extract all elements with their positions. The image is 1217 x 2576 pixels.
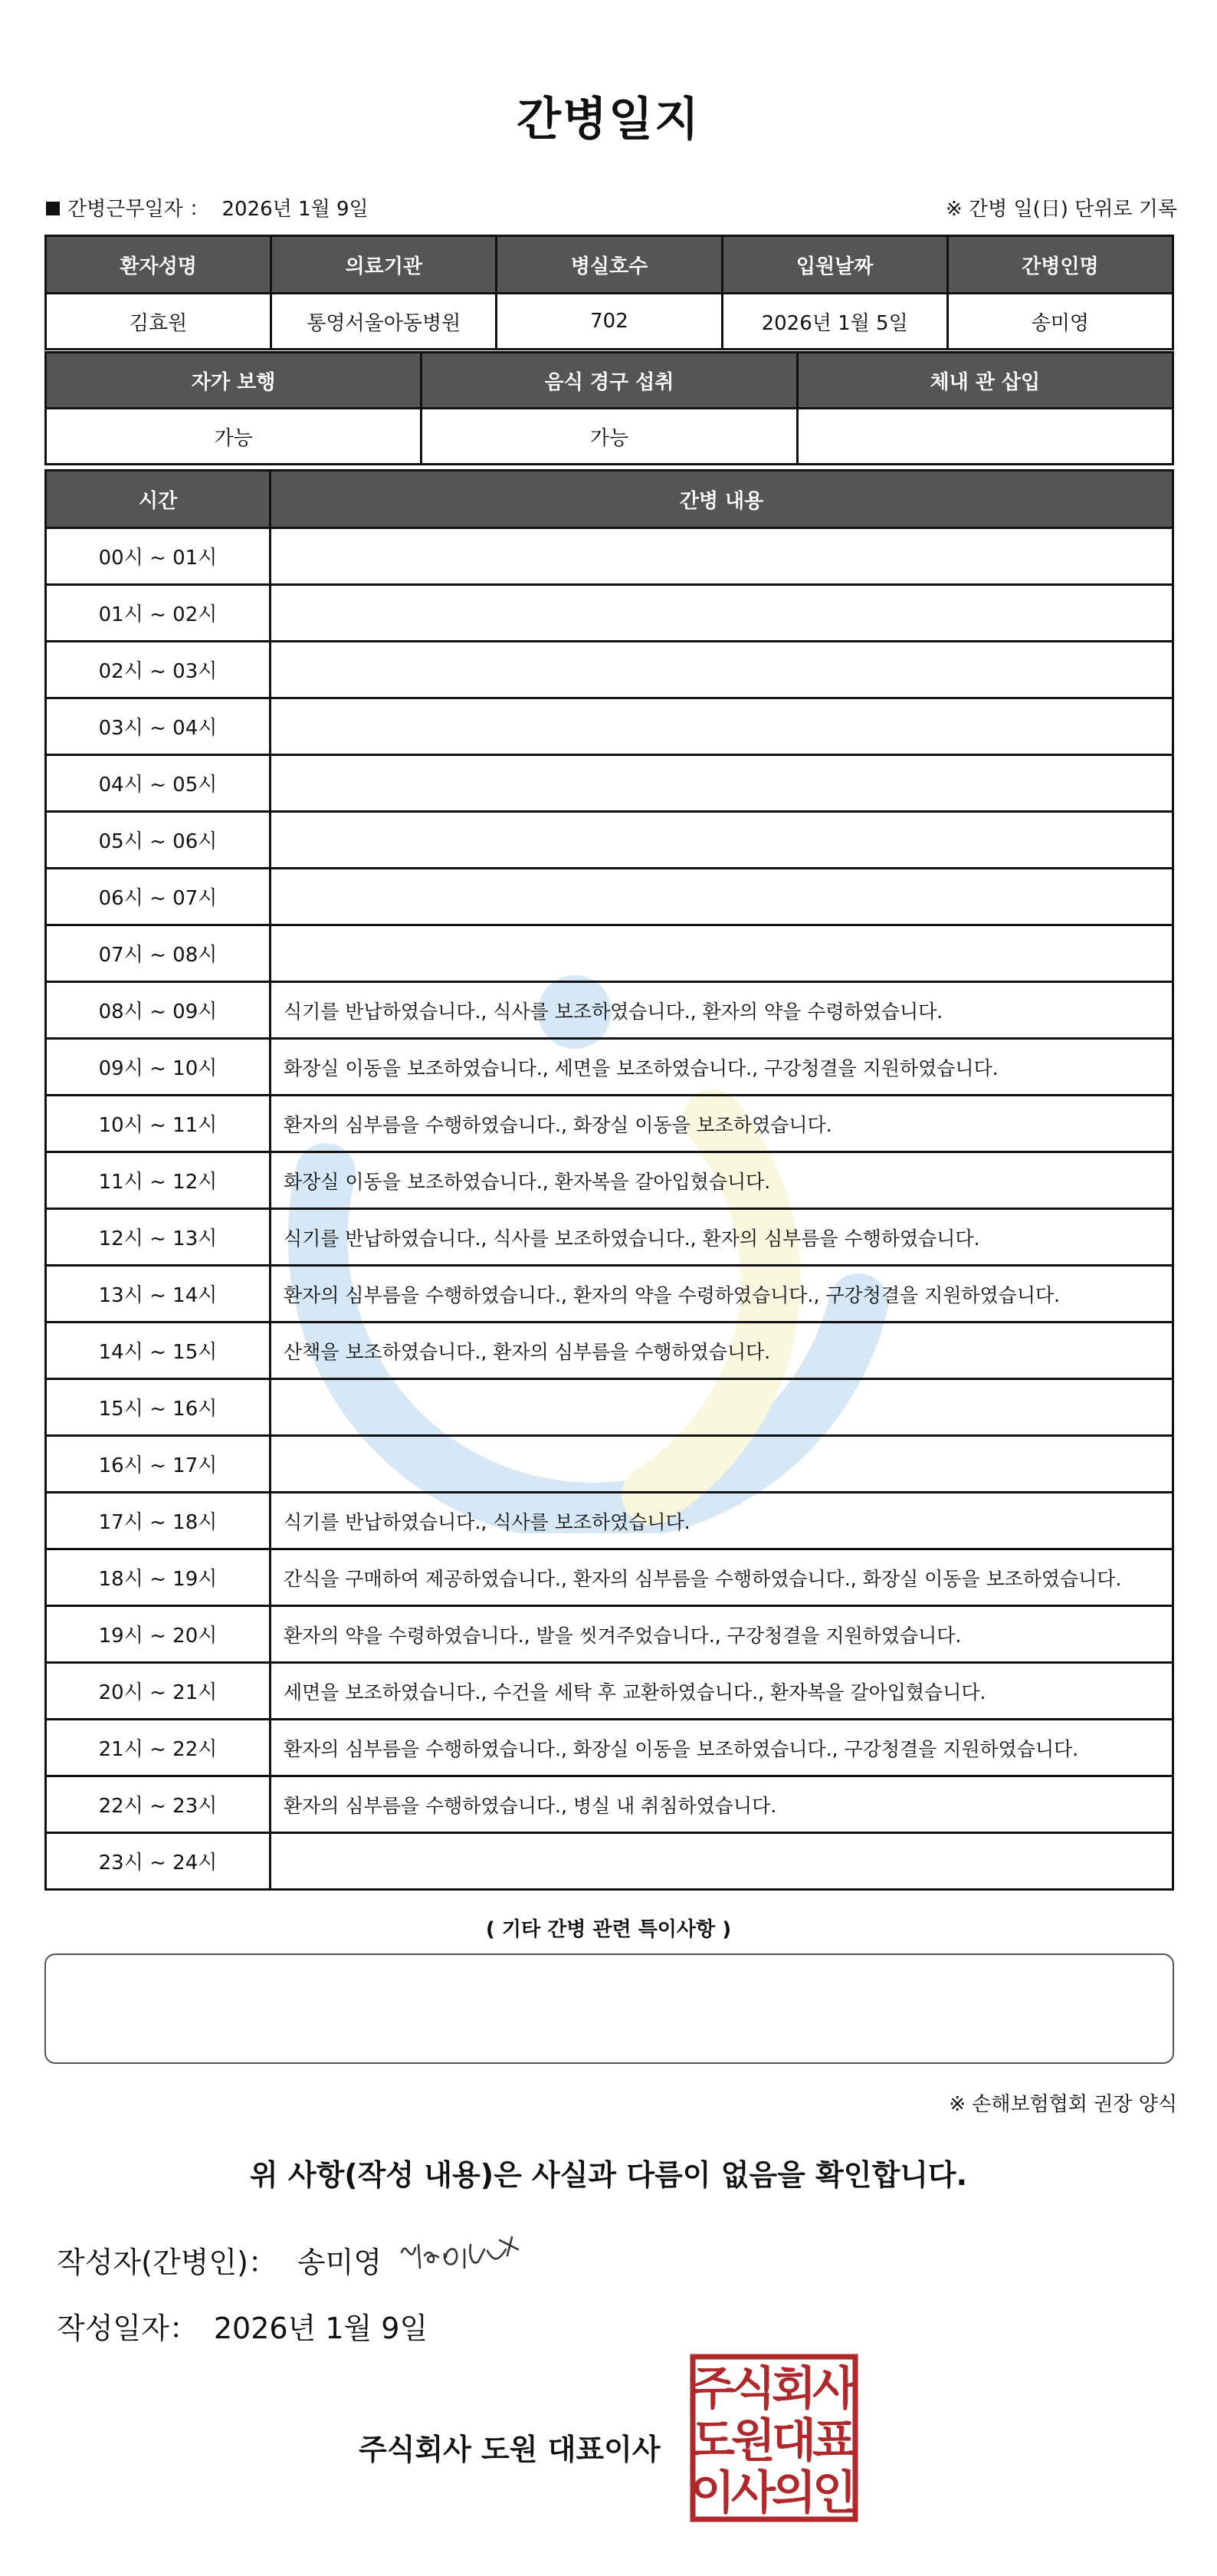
notes-title: ( 기타 간병 관련 특이사항 ) <box>485 1918 732 1941</box>
write-date-label: 작성일자： <box>57 2312 198 2345</box>
header-hospital: 의료기관 <box>271 236 497 294</box>
care-content: 세면을 보조하였습니다., 수건을 세탁 후 교환하였습니다., 환자복을 갈아입혔습니다. <box>271 1663 1173 1720</box>
seal-glyph: 이 <box>691 2466 735 2520</box>
table-row <box>46 294 1173 350</box>
seal-glyph: 의 <box>772 2466 816 2520</box>
care-content <box>271 528 1173 585</box>
care-content: 환자의 약을 수령하였습니다., 발을 씻겨주었습니다., 구강청결을 지원하였습니다. <box>271 1606 1173 1663</box>
care-content <box>271 585 1173 642</box>
time-slot: 10시 ~ 11시 <box>46 1096 271 1152</box>
seal-glyph: 인 <box>812 2466 857 2520</box>
care-content <box>271 755 1173 812</box>
care-content: 환자의 심부름을 수행하였습니다., 화장실 이동을 보조하였습니다., 구강청결을 지원하였습니다. <box>271 1720 1173 1776</box>
table-row <box>46 1663 1173 1720</box>
caregiver-name-value: 송미영 <box>947 294 1173 350</box>
time-slot: 17시 ~ 18시 <box>46 1493 271 1549</box>
time-slot: 04시 ~ 05시 <box>46 755 271 812</box>
care-content <box>271 1833 1173 1890</box>
time-slot: 03시 ~ 04시 <box>46 698 271 755</box>
patient-name-value: 김효원 <box>46 294 271 350</box>
table-row <box>46 642 1173 698</box>
seal-glyph: 도 <box>691 2414 735 2468</box>
time-slot: 13시 ~ 14시 <box>46 1266 271 1322</box>
header-self-walking: 자가 보행 <box>46 353 422 409</box>
time-slot: 01시 ~ 02시 <box>46 585 271 642</box>
table-row <box>46 409 1173 465</box>
table-row <box>46 925 1173 982</box>
care-content: 산책을 보조하였습니다., 환자의 심부름을 수행하였습니다. <box>271 1322 1173 1379</box>
table-row <box>46 1549 1173 1606</box>
confirmation-statement: 위 사항(작성 내용)은 사실과 다름이 없음을 확인합니다. <box>249 2158 968 2192</box>
care-content: 식기를 반납하였습니다., 식사를 보조하였습니다., 환자의 심부름을 수행하였습니다. <box>271 1209 1173 1266</box>
patient-info-table <box>44 235 1174 350</box>
seal-glyph: 식 <box>731 2362 776 2416</box>
care-content: 식기를 반납하였습니다., 식사를 보조하였습니다., 환자의 약을 수령하였습니다. <box>271 982 1173 1039</box>
company-seal-stamp-icon <box>690 2354 858 2522</box>
table-row <box>46 1493 1173 1549</box>
header-time: 시간 <box>46 471 271 528</box>
time-slot: 11시 ~ 12시 <box>46 1152 271 1209</box>
table-row <box>46 1379 1173 1436</box>
time-slot: 20시 ~ 21시 <box>46 1663 271 1720</box>
write-date-line <box>57 2305 428 2347</box>
work-date <box>46 193 369 222</box>
table-row <box>46 528 1173 585</box>
table-row <box>46 1266 1173 1322</box>
time-slot: 21시 ~ 22시 <box>46 1720 271 1776</box>
seal-glyph: 대 <box>772 2414 816 2468</box>
care-content <box>271 869 1173 925</box>
square-bullet-icon <box>46 202 60 215</box>
table-row <box>46 1436 1173 1493</box>
time-slot: 05시 ~ 06시 <box>46 812 271 869</box>
record-note: ※ 간병 일(日) 단위로 기록 <box>945 198 1177 221</box>
company-representative: 주식회사 도원 대표이사 <box>359 2433 661 2466</box>
time-slot: 00시 ~ 01시 <box>46 528 271 585</box>
time-slot: 12시 ~ 13시 <box>46 1209 271 1266</box>
table-row <box>46 1833 1173 1890</box>
time-slot: 19시 ~ 20시 <box>46 1606 271 1663</box>
care-content <box>271 925 1173 982</box>
time-slot: 18시 ~ 19시 <box>46 1549 271 1606</box>
seal-glyph: 사 <box>731 2466 776 2520</box>
table-header-row <box>46 236 1173 294</box>
handwritten-signature-icon <box>399 2222 567 2275</box>
table-row <box>46 1606 1173 1663</box>
table-row <box>46 1152 1173 1209</box>
writer-label: 작성자(간병인)： <box>57 2246 277 2279</box>
header-oral-intake: 음식 경구 섭취 <box>422 353 797 409</box>
table-row <box>46 1322 1173 1379</box>
work-date-value: 2026년 1월 9일 <box>221 198 369 221</box>
care-content <box>271 1436 1173 1493</box>
table-row <box>46 1096 1173 1152</box>
care-content: 화장실 이동을 보조하였습니다., 세면을 보조하였습니다., 구강청결을 지원하였습니다. <box>271 1039 1173 1096</box>
care-content: 화장실 이동을 보조하였습니다., 환자복을 갈아입혔습니다. <box>271 1152 1173 1209</box>
table-row <box>46 982 1173 1039</box>
hospital-value: 통영서울아동병원 <box>271 294 497 350</box>
work-date-label: 간병근무일자 ： <box>67 198 209 221</box>
header-admission-date: 입원날짜 <box>722 236 947 294</box>
time-slot: 08시 ~ 09시 <box>46 982 271 1039</box>
self-walking-value: 가능 <box>46 409 422 465</box>
time-slot: 07시 ~ 08시 <box>46 925 271 982</box>
seal-glyph: 사 <box>812 2362 857 2416</box>
time-slot: 16시 ~ 17시 <box>46 1436 271 1493</box>
care-content <box>271 1379 1173 1436</box>
table-row <box>46 1720 1173 1776</box>
care-content <box>271 812 1173 869</box>
care-content: 간식을 구매하여 제공하였습니다., 환자의 심부름을 수행하였습니다., 화장실 이동을 보조하였습니다. <box>271 1549 1173 1606</box>
care-content: 식기를 반납하였습니다., 식사를 보조하였습니다. <box>271 1493 1173 1549</box>
table-row <box>46 755 1173 812</box>
time-slot: 09시 ~ 10시 <box>46 1039 271 1096</box>
care-content <box>271 698 1173 755</box>
seal-glyph: 원 <box>731 2414 776 2468</box>
care-content: 환자의 심부름을 수행하였습니다., 병실 내 취침하였습니다. <box>271 1776 1173 1833</box>
care-content: 환자의 심부름을 수행하였습니다., 환자의 약을 수령하였습니다., 구강청결을 지원하였습니다. <box>271 1266 1173 1322</box>
table-row <box>46 1039 1173 1096</box>
writer-line <box>57 2239 382 2281</box>
care-content: 환자의 심부름을 수행하였습니다., 화장실 이동을 보조하였습니다. <box>271 1096 1173 1152</box>
writer-value: 송미영 <box>297 2246 382 2279</box>
admission-date-value: 2026년 1월 5일 <box>722 294 947 350</box>
table-row <box>46 698 1173 755</box>
time-slot: 23시 ~ 24시 <box>46 1833 271 1890</box>
table-header-row <box>46 471 1173 528</box>
page-title: 간병일지 <box>517 93 700 146</box>
table-row <box>46 812 1173 869</box>
header-caregiver-name: 간병인명 <box>947 236 1173 294</box>
time-slot: 06시 ~ 07시 <box>46 869 271 925</box>
seal-glyph: 주 <box>691 2362 735 2416</box>
seal-glyph: 표 <box>812 2414 857 2468</box>
oral-intake-value: 가능 <box>422 409 797 465</box>
time-slot: 22시 ~ 23시 <box>46 1776 271 1833</box>
table-row <box>46 1209 1173 1266</box>
time-slot: 02시 ~ 03시 <box>46 642 271 698</box>
seal-glyph: 회 <box>772 2362 816 2416</box>
notes-box <box>44 1953 1174 2064</box>
time-slot: 14시 ~ 15시 <box>46 1322 271 1379</box>
header-patient-name: 환자성명 <box>46 236 271 294</box>
time-slot: 15시 ~ 16시 <box>46 1379 271 1436</box>
recommend-note: ※ 손해보험협회 권장 양식 <box>949 2093 1177 2116</box>
header-care-content: 간병 내용 <box>271 471 1173 528</box>
patient-ability-table <box>44 351 1174 465</box>
header-tube-insertion: 체내 관 삽입 <box>797 353 1173 409</box>
table-row <box>46 869 1173 925</box>
table-row <box>46 585 1173 642</box>
room-number-value: 702 <box>497 294 722 350</box>
care-log-table <box>44 469 1174 1891</box>
write-date-value: 2026년 1월 9일 <box>213 2312 428 2345</box>
table-row <box>46 1776 1173 1833</box>
header-room-number: 병실호수 <box>497 236 722 294</box>
tube-insertion-value <box>797 409 1173 465</box>
table-header-row <box>46 353 1173 409</box>
care-content <box>271 642 1173 698</box>
